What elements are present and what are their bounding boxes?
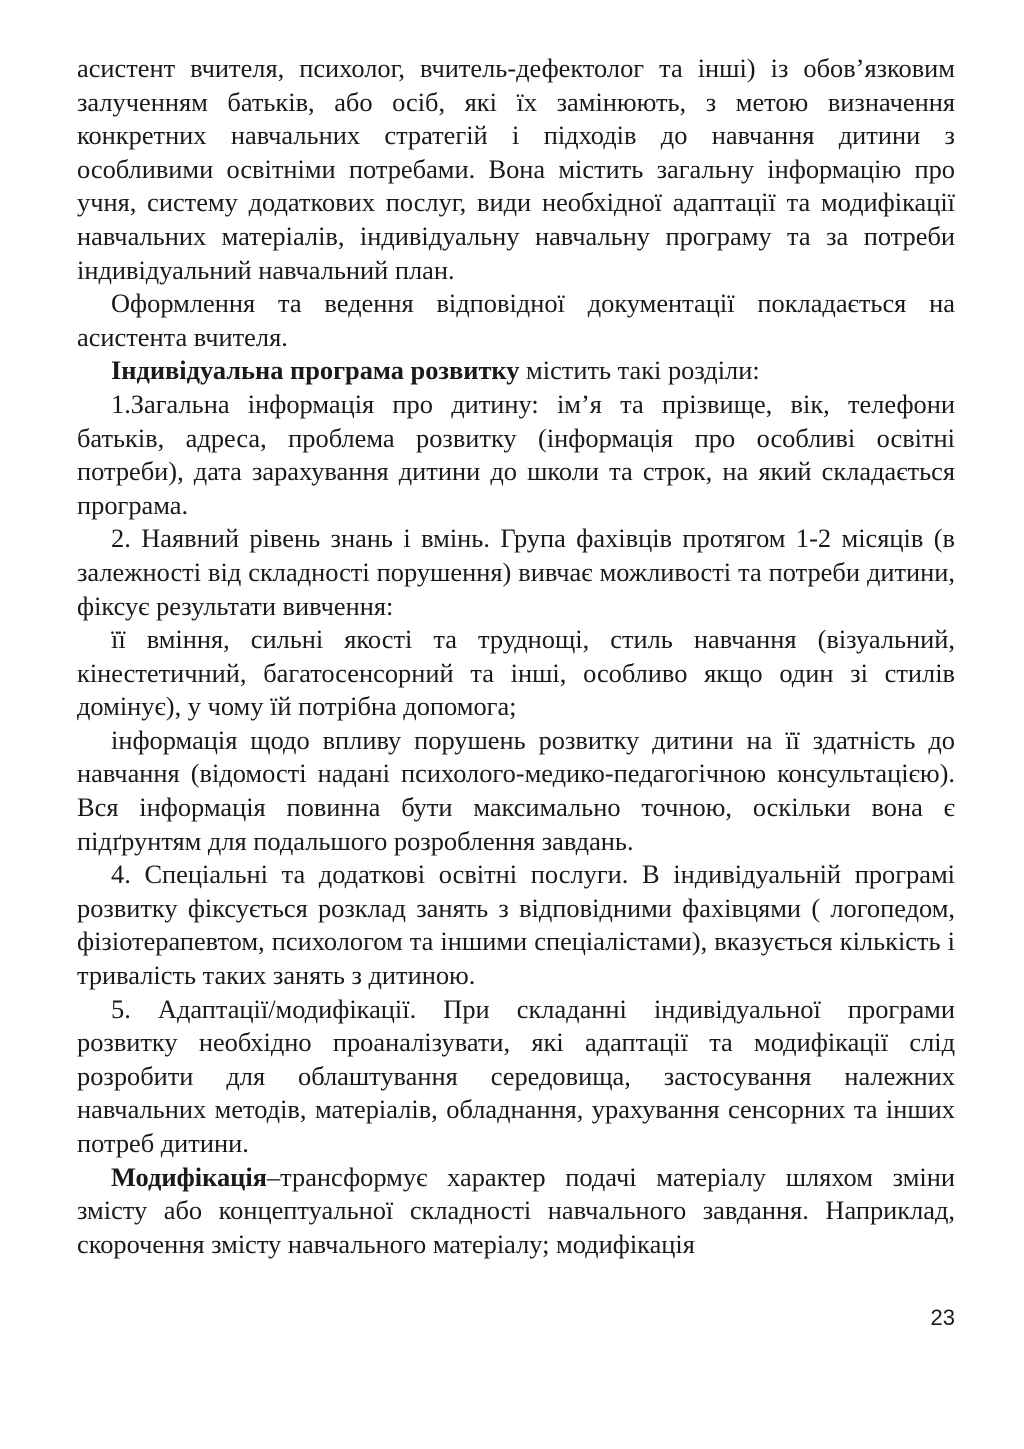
- modification-term: Модифікація: [111, 1161, 267, 1192]
- section-special-services: 4. Спеціальні та додаткові освітні послуги. В індивідуальній програмі розвитку фіксується розклад занять з відповідними фахівцями ( логопедом, фізіотерапевтом, психологом та іншими спеціалістами), вказується кількість і тривалість таких занять з дитиною.: [77, 859, 955, 991]
- paragraph-intro: асистент вчителя, психолог, вчитель-дефектолог та інші) із обов’язковим залученням батьків, або осіб, які їх замінюють, з метою визначення конкретних навчальних стратегій і підходів до навчання дитини з особливими освітніми потребами. Вона містить загальну інформацію про учня, систему додаткових послуг, види необхідної адаптації та модифікації навчальних матеріалів, індивідуальну навчальну програму та за потреби індивідуальний навчальний план.: [77, 53, 955, 285]
- ipr-heading-text: містить такі розділи:: [519, 355, 760, 386]
- section-current-level: 2. Наявний рівень знань і вмінь. Група фахівців протягом 1-2 місяців (в залежності від складності порушення) вивчає можливості та потреби дитини, фіксує результати вивчення:: [77, 523, 955, 621]
- section-adaptations: 5. Адаптації/модифікації. При складанні індивідуальної програми розвитку необхідно проаналізувати, які адаптації та модифікації слід розробити для облаштування середовища, застосування належних навчальних методів, матеріалів, обладнання, урахування сенсорних та інших потреб дитини.: [77, 993, 955, 1158]
- page-number: 23: [930, 1305, 955, 1330]
- section-general-info: 1.Загальна інформація про дитину: ім’я та прізвище, вік, телефони батьків, адреса, проблема розвитку (інформація про особливі освітні потреби), дата зарахування дитини до школи та строк, на який складається програма.: [77, 388, 955, 520]
- paragraph-documentation: Оформлення та ведення відповідної документації покладається на асистента вчителя.: [77, 288, 955, 352]
- item-skills: її вміння, сильні якості та труднощі, стиль навчання (візуальний, кінестетичний, багатосенсорний та інші, особливо якщо один зі стилів домінує), у чому їй потрібна допомога;: [77, 624, 955, 722]
- paragraph-modification: [77, 1161, 955, 1262]
- document-body: [77, 52, 955, 1261]
- modification-text: –трансформує характер подачі матеріалу шляхом зміни змісту або концептуальної складності навчального завдання. Наприклад, скорочення змісту навчального матеріалу; модифікація: [77, 1161, 955, 1259]
- paragraph-ipr-heading: [77, 354, 955, 388]
- ipr-term: Індивідуальна програма розвитку: [111, 355, 520, 386]
- item-impact-info: інформація щодо впливу порушень розвитку дитини на її здатність до навчання (відомості надані психолого-медико-педагогічною консультацією). Вся інформація повинна бути максимально точною, оскільки вона є підґрунтям для подальшого розроблення завдань.: [77, 724, 955, 856]
